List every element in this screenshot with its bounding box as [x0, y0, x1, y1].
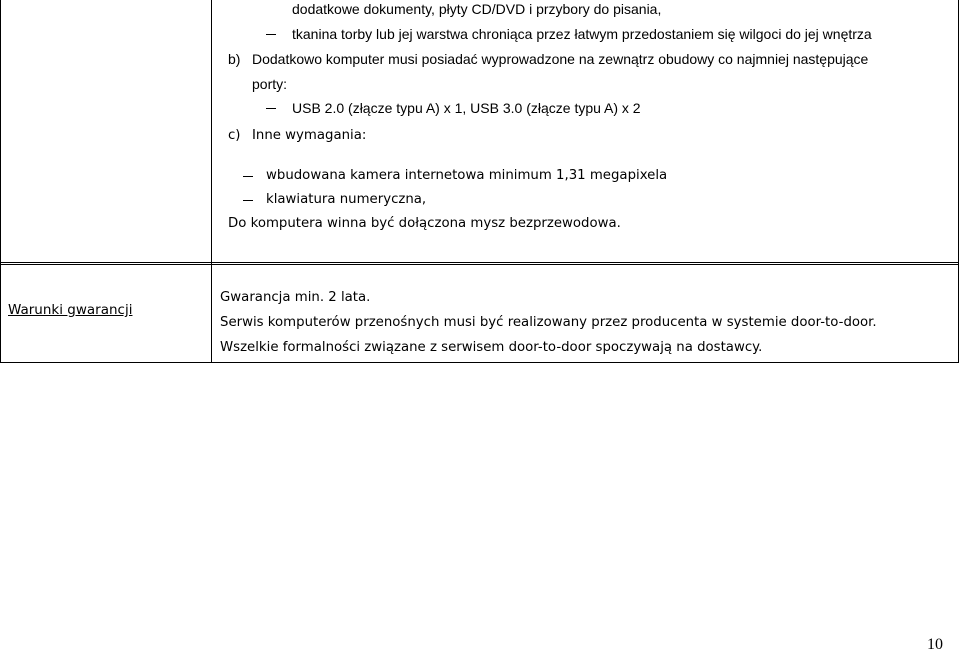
bullet-dash: [266, 108, 276, 109]
bag-fabric-line: tkanina torby lub jej warstwa chroniąca przez łatwym przedostaniem się wilgoci do jej wnętrza: [292, 26, 872, 42]
requirement-keyboard: klawiatura numeryczna,: [266, 192, 427, 207]
bullet-dash: [243, 200, 253, 201]
page-number: 10: [927, 636, 943, 653]
table-right-border: [958, 0, 959, 363]
bullet-dash: [266, 34, 276, 35]
column-divider: [211, 0, 212, 363]
warranty-label: Warunki gwarancji: [8, 302, 133, 318]
mouse-note: Do komputera winna być dołączona mysz bezprzewodowa.: [228, 216, 621, 231]
warranty-period: Gwarancja min. 2 lata.: [220, 290, 371, 305]
table-left-border: [0, 0, 1, 363]
ports-line: USB 2.0 (złącze typu A) x 1, USB 3.0 (złącze typu A) x 2: [292, 100, 641, 116]
row-divider-top: [0, 262, 959, 263]
warranty-service: Serwis komputerów przenośnych musi być realizowany przez producenta w systemie door-to-door.: [220, 315, 877, 330]
warranty-formalities: Wszelkie formalności związane z serwisem door-to-door spoczywają na dostawcy.: [220, 340, 763, 355]
accessories-line: dodatkowe dokumenty, płyty CD/DVD i przybory do pisania,: [292, 1, 662, 17]
item-c-marker: c): [228, 128, 241, 143]
requirement-webcam: wbudowana kamera internetowa minimum 1,31 megapixela: [266, 168, 668, 183]
item-c-label: Inne wymagania:: [252, 128, 367, 143]
bullet-dash: [243, 176, 253, 177]
item-b-marker: b): [228, 51, 241, 67]
row-divider-second: [0, 264, 959, 265]
table-bottom-border: [0, 362, 959, 363]
item-b-text: Dodatkowo komputer musi posiadać wyprowadzone na zewnątrz obudowy co najmniej następujące: [252, 51, 869, 67]
item-b-text-cont: porty:: [252, 76, 288, 92]
